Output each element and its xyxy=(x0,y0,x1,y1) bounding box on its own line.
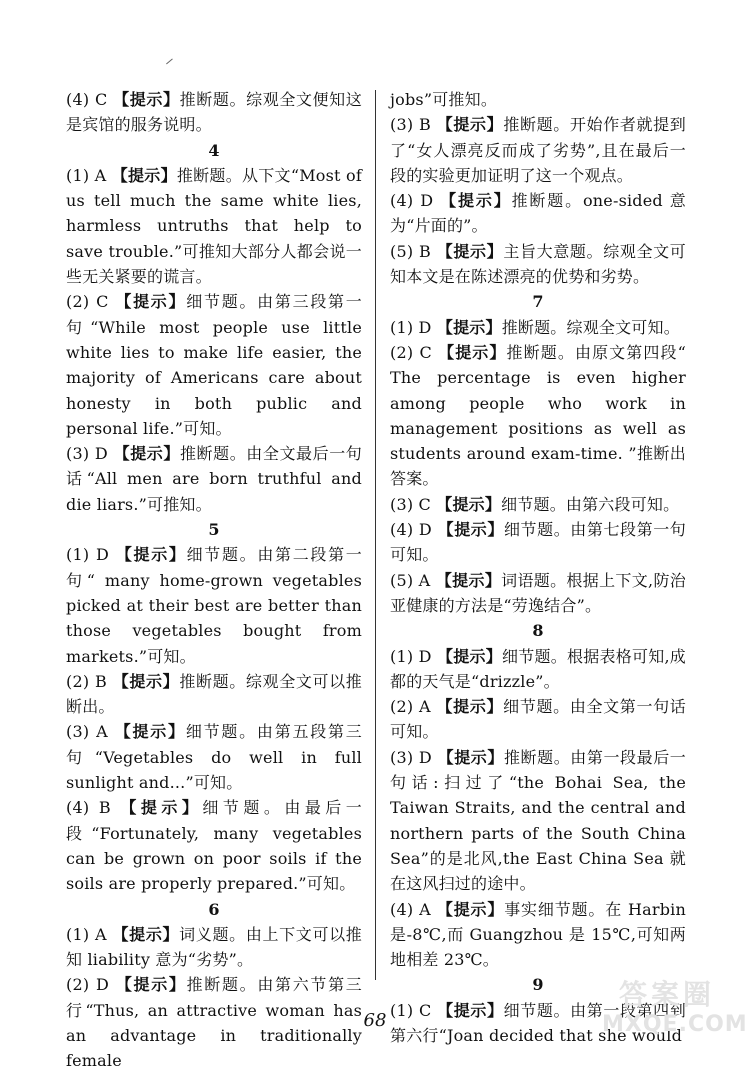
hint-label: 【提示】 xyxy=(115,545,187,565)
answer-item: (3) C 【提示】细节题。由第六段可知。 xyxy=(390,494,680,514)
answer-item: (1) D 【提示】细节题。根据表格可知,成都的天气是“drizzle”。 xyxy=(390,646,686,691)
hint-label: 【提示】 xyxy=(436,899,505,919)
hint-label: 【提示】 xyxy=(111,165,177,185)
answer-item: (1) C 【提示】细节题。由第一段第四到第六行“Joan decided that she would xyxy=(390,1000,686,1045)
answer-item: (1) D 【提示】推断题。综观全文可知。 xyxy=(390,317,680,337)
answer-item: (3) D 【提示】推断题。由第一段最后一句话:扫过了“the Bohai Sea, the Taiwan Straits, and the central and northern parts of the South China Sea”的是北风,the East China Sea 就在这风扫过的途中。 xyxy=(390,747,686,894)
hint-label: 【提示】 xyxy=(113,90,180,109)
answer-item: (1) A 【提示】推断题。从下文“Most of us tell much the same white lies, harmless untruths that help to save trouble.”可推知大部分人都会说一些无关紧要的谎言。 xyxy=(66,165,362,287)
hint-label: 【提示】 xyxy=(115,975,187,995)
answer-item: (2) D 【提示】推断题。由第六节第三行“Thus, an attractive woman has an advantage in traditionally female xyxy=(66,975,362,1071)
hint-label: 【提示】 xyxy=(435,570,502,590)
hint-label: 【提示】 xyxy=(437,1000,504,1020)
hint-label: 【提示】 xyxy=(115,292,187,312)
answer-item: (5) B 【提示】主旨大意题。综观全文可知本文是在陈述漂亮的优势和劣势。 xyxy=(390,241,687,287)
hint-label: 【提示】 xyxy=(436,646,502,666)
answer-item: (4) D 【提示】推断题。one-sided 意为“片面的”。 xyxy=(390,191,686,236)
hint-label: 【提示】 xyxy=(437,747,504,767)
section-heading: 9 xyxy=(532,975,544,995)
answer-item: (1) A 【提示】词义题。由上下文可以推知 liability 意为“劣势”。 xyxy=(66,924,362,970)
hint-label: 【提示】 xyxy=(436,241,504,261)
hint-label: 【提示】 xyxy=(438,342,507,362)
left-column xyxy=(66,87,362,1074)
answer-item: (2) B 【提示】推断题。综观全文可以推断出。 xyxy=(66,671,363,717)
answer-item: (2) C 【提示】细节题。由第三段第一句“While most people use little white lies to make life easier, the majority of Americans care about honesty in both public and personal life.”可知。 xyxy=(66,292,362,438)
answer-item: (2) C 【提示】推断题。由原文第四段“ The percentage is even higher among people who work in management positions as well as students around exam-time. ”推断出答案。 xyxy=(390,342,686,489)
section-heading: 8 xyxy=(532,621,544,641)
hint-label: 【提示】 xyxy=(112,671,180,691)
answer-item: (5) A 【提示】词语题。根据上下文,防治亚健康的方法是“劳逸结合”。 xyxy=(390,570,686,615)
hint-label: 【提示】 xyxy=(112,924,180,944)
watermark-logo xyxy=(602,978,748,1042)
hint-label: 【提示】 xyxy=(114,722,186,742)
hint-label: 【提示】 xyxy=(436,317,502,337)
answer-item: (3) D 【提示】推断题。由全文最后一句话“All men are born truthful and die liars.”可推知。 xyxy=(66,444,362,514)
watermark-title: 答案圈 xyxy=(618,978,715,1011)
section-heading: 5 xyxy=(208,520,220,540)
section-heading: 6 xyxy=(208,899,220,919)
answer-item: (2) A 【提示】细节题。由全文第一句话可知。 xyxy=(390,697,686,742)
scan-mark xyxy=(166,58,178,70)
answer-item: (3) A 【提示】细节题。由第五段第三句“Vegetables do well in full sunlight and...”可知。 xyxy=(66,722,362,793)
hint-label: 【提示】 xyxy=(113,444,180,464)
section-heading: 7 xyxy=(532,292,544,312)
right-column xyxy=(390,87,686,1048)
column-divider xyxy=(375,90,376,980)
page-number: 68 xyxy=(363,1010,387,1031)
answer-item: (4) C 【提示】推断题。综观全文便知这是宾馆的服务说明。 xyxy=(66,90,362,135)
watermark-url: MXQE.COM xyxy=(602,1012,748,1037)
hint-label: 【提示】 xyxy=(437,520,504,540)
hint-label: 【提示】 xyxy=(120,798,203,818)
section-heading: 4 xyxy=(208,140,220,160)
answer-item: (1) D 【提示】细节题。由第二段第一句“ many home-grown vegetables picked at their best are better than those vegetables bought from markets.”可知。 xyxy=(66,545,362,666)
hint-label: 【提示】 xyxy=(436,697,504,717)
answer-item: (4) D 【提示】细节题。由第七段第一句可知。 xyxy=(390,520,686,565)
continued-text: jobs”可推知。 xyxy=(390,90,498,109)
answer-item: (3) B 【提示】推断题。开始作者就提到了“女人漂亮反而成了劣势”,且在最后一段的实验更加证明了这一个观点。 xyxy=(390,115,687,185)
answer-item: (4) B 【提示】细节题。由最后一段“Fortunately, many vegetables can be grown on poor soils if the soils are properly prepared.”可知。 xyxy=(66,798,362,894)
hint-label: 【提示】 xyxy=(440,191,512,211)
hint-label: 【提示】 xyxy=(436,115,504,135)
hint-label: 【提示】 xyxy=(436,494,502,514)
answer-item: (4) A 【提示】事实细节题。在 Harbin 是-8℃,而 Guangzhou 是 15℃,可知两地相差 23℃。 xyxy=(390,899,686,970)
